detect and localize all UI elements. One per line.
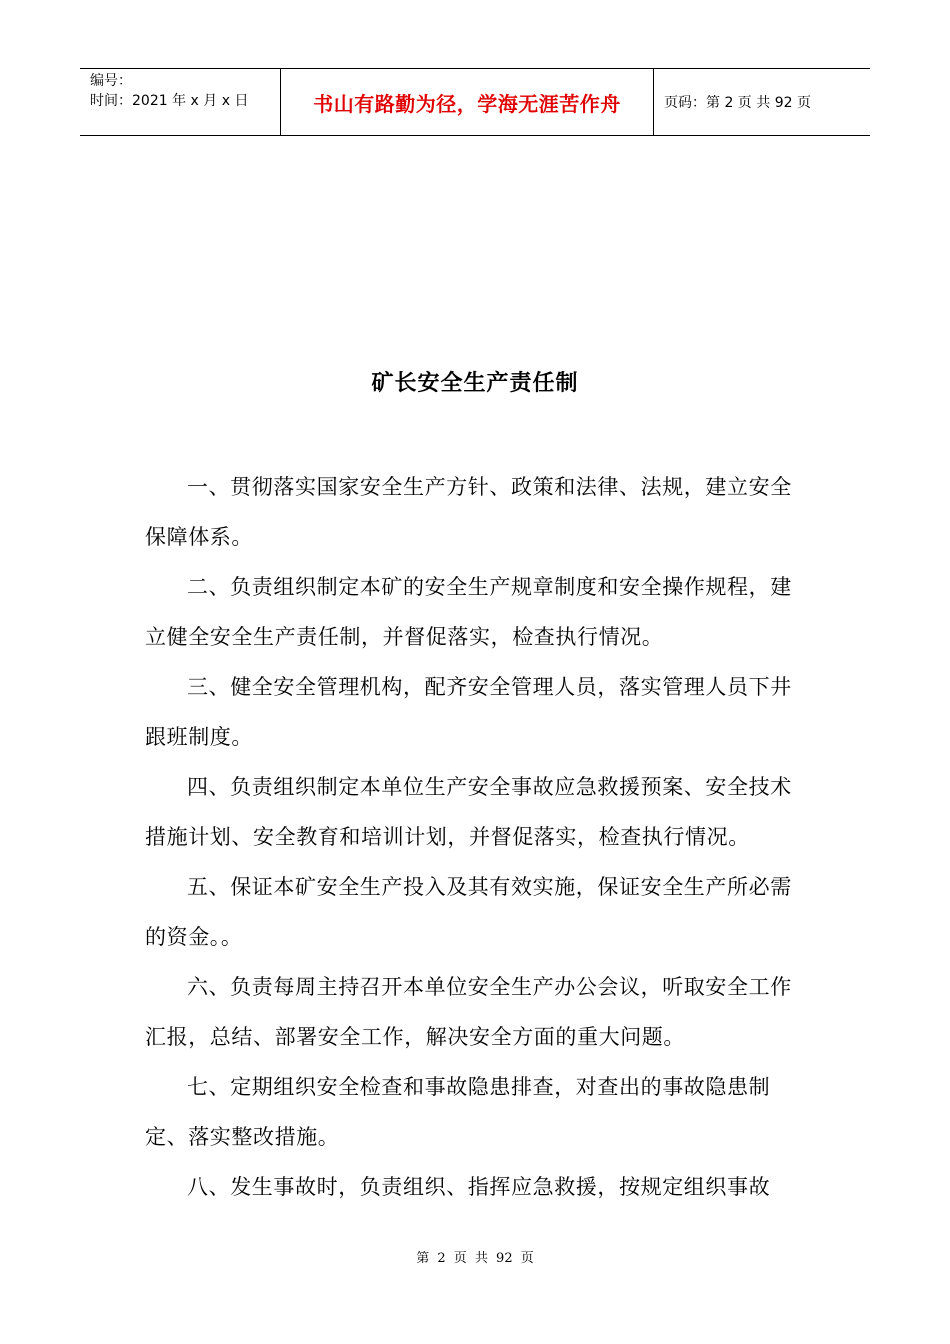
header-motto: 书山有路勤为径，学海无涯苦作舟 [281, 69, 654, 135]
document-number-label: 编号： [90, 73, 132, 89]
paragraph: 八、发生事故时，负责组织、指挥应急救援，按规定组织事故 [187, 1175, 771, 1199]
paragraph: 六、负责每周主持召开本单位安全生产办公会议，听取安全工作汇报，总结、部署安全工作，解决安全方面的重大问题。 [145, 975, 792, 1049]
document-title: 矿长安全生产责任制 [371, 371, 579, 396]
page-header [80, 68, 870, 136]
document-body [145, 462, 810, 1212]
paragraph: 五、保证本矿安全生产投入及其有效实施，保证安全生产所必需的资金。。 [145, 875, 792, 949]
paragraph: 七、定期组织安全检查和事故隐患排查，对查出的事故隐患制定、落实整改措施。 [145, 1075, 771, 1149]
header-page-info: 页码：第 2 页 共 92 页 [664, 95, 811, 111]
paragraph: 二、负责组织制定本矿的安全生产规章制度和安全操作规程，建立健全安全生产责任制，并督促落实，检查执行情况。 [145, 575, 792, 649]
document-date: 时间：2021 年 x 月 x 日 [90, 93, 249, 109]
paragraph: 四、负责组织制定本单位生产安全事故应急救援预案、安全技术措施计划、安全教育和培训计划，并督促落实，检查执行情况。 [145, 775, 792, 849]
paragraph: 一、贯彻落实国家安全生产方针、政策和法律、法规，建立安全保障体系。 [145, 475, 792, 549]
header-meta-cell [80, 69, 281, 135]
paragraph: 三、健全安全管理机构，配齐安全管理人员，落实管理人员下井跟班制度。 [145, 675, 792, 749]
page-footer: 第 2 页 共 92 页 [416, 1251, 534, 1266]
